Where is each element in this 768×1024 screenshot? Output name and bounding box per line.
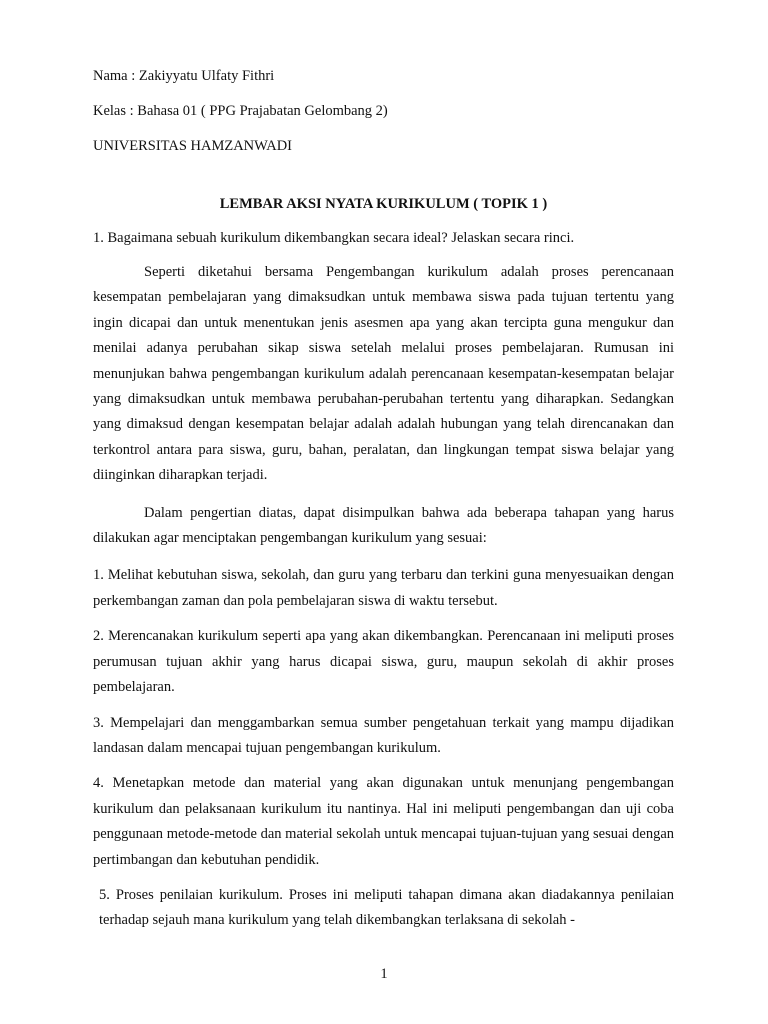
list-item-4: 4. Menetapkan metode dan material yang akan digunakan untuk menunjang pengembangan kurikulum dan pelaksanaan kurikulum itu nantinya. Hal ini meliputi pengembangan dan uji coba penggunaan metode-metode dan material sekolah untuk mencapai tujuan-tujuan yang sesuai dengan pertimbangan dan kebutuhan pendidik. <box>93 775 674 868</box>
document-body <box>93 66 674 944</box>
list-item-1: 1. Melihat kebutuhan siswa, sekolah, dan guru yang terbaru dan terkini guna menyesuaikan dengan perkembangan zaman dan pola pembelajaran siswa di waktu tersebut. <box>93 567 674 609</box>
paragraph-summary: Dalam pengertian diatas, dapat disimpulkan bahwa ada beberapa tahapan yang harus dilakukan agar menciptakan pengembangan kurikulum yang sesuai: <box>93 504 674 547</box>
paragraph-intro: Seperti diketahui bersama Pengembangan kurikulum adalah proses perencanaan kesempatan pembelajaran yang dimaksudkan untuk membawa siswa pada tujuan tertentu yang ingin dicapai dan untuk menentukan jenis asesmen apa yang akan tercipta guna mengukur dan menilai adanya perubahan sikap siswa setelah melalui proses pembelajaran. Rumusan ini menunjukan bahwa pengembangan kurikulum adalah perencanaan kesempatan-kesempatan belajar yang dimaksudkan untuk membawa perubahan-perubahan tertentu yang diharapkan. Sedangkan yang dimaksud dengan kesempatan belajar adalah adalah hubungan yang telah direncanakan dan terkontrol antara para siswa, guru, bahan, peralatan, dan lingkungan tempat siswa belajar yang diinginkan diharapkan terjadi. <box>93 264 674 484</box>
list-item-5: 5. Proses penilaian kurikulum. Proses ini meliputi tahapan dimana akan diadakannya penilaian terhadap sejauh mana kurikulum yang telah dikembangkan terlaksana di sekolah - <box>99 886 674 929</box>
page-number: 1 <box>380 966 388 982</box>
question-text: 1. Bagaimana sebuah kurikulum dikembangkan secara ideal? Jelaskan secara rinci. <box>93 230 575 246</box>
list-item-2: 2. Merencanakan kurikulum seperti apa yang akan dikembangkan. Perencanaan ini meliputi proses perumusan tujuan akhir yang harus dicapai siswa, guru, maupun sekolah di akhir proses pembelajaran. <box>93 628 674 696</box>
student-name: Nama : Zakiyyatu Ulfaty Fithri <box>93 68 275 84</box>
university-name: UNIVERSITAS HAMZANWADI <box>93 138 293 154</box>
student-class: Kelas : Bahasa 01 ( PPG Prajabatan Gelombang 2) <box>93 103 388 119</box>
document-title: LEMBAR AKSI NYATA KURIKULUM ( TOPIK 1 ) <box>219 196 548 212</box>
list-item-3: 3. Mempelajari dan menggambarkan semua sumber pengetahuan terkait yang mampu dijadikan landasan dalam mencapai tujuan pengembangan kurikulum. <box>93 714 674 756</box>
